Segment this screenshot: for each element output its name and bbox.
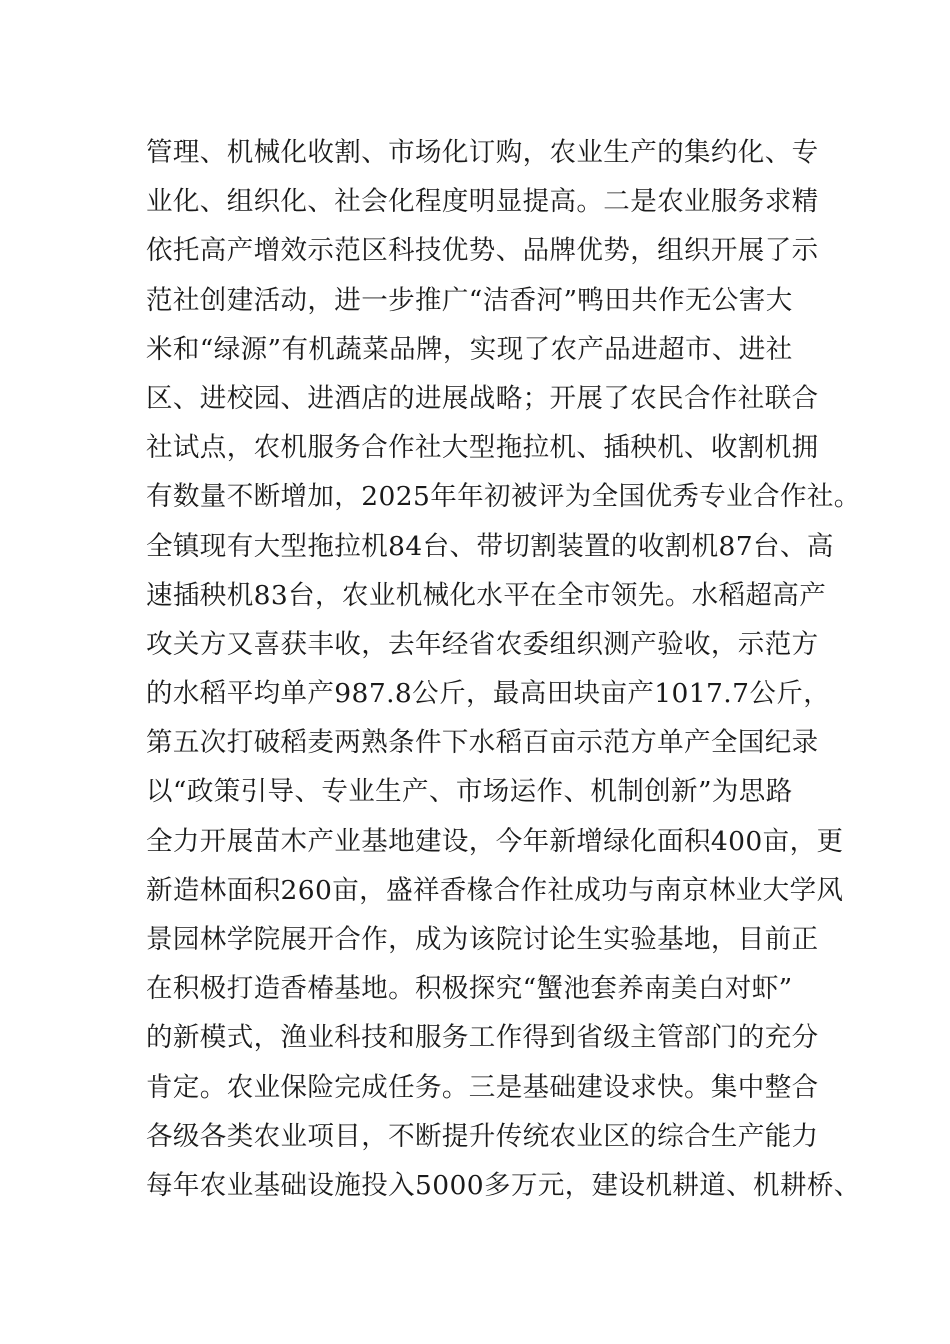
text-line: 依托高产增效示范区科技优势、品牌优势，组织开展了示 xyxy=(146,235,819,267)
text-line: 全镇现有大型拖拉机84台、带切割装置的收割机87台、高 xyxy=(146,530,834,562)
text-line: 管理、机械化收割、市场化订购，农业生产的集约化、专 xyxy=(146,137,819,168)
text-line: 各级各类农业项目，不断提升传统农业区的综合生产能力 xyxy=(146,1120,819,1152)
text-line: 全力开展苗木产业基地建设，今年新增绿化面积400亩，更 xyxy=(146,825,844,857)
text-line: 区、进校园、进酒店的进展战略；开展了农民合作社联合 xyxy=(146,382,819,414)
text-line: 业化、组织化、社会化程度明显提高。二是农业服务求精 xyxy=(146,186,819,218)
text-line: 在积极打造香椿基地。积极探究“蟹池套养南美白对虾” xyxy=(146,973,793,1005)
text-line: 米和“绿源”有机蔬菜品牌，实现了农产品进超市、进社 xyxy=(146,333,793,365)
text-line: 范社创建活动，进一步推广“洁香河”鸭田共作无公害大 xyxy=(146,284,793,316)
text-line: 每年农业基础设施投入5000多万元，建设机耕道、机耕桥、 xyxy=(146,1169,861,1201)
text-line: 景园林学院展开合作，成为该院讨论生实验基地，目前正 xyxy=(146,924,819,955)
text-line: 肯定。农业保险完成任务。三是基础建设求快。集中整合 xyxy=(146,1071,819,1103)
text-line: 以“政策引导、专业生产、市场运作、机制创新”为思路 xyxy=(146,776,793,808)
text-line: 的水稻平均单产987.8公斤，最高田块亩产1017.7公斤， xyxy=(146,678,831,710)
text-line: 攻关方又喜获丰收，去年经省农委组织测产验收，示范方 xyxy=(146,628,819,660)
text-line: 速插秧机83台，农业机械化水平在全市领先。水稻超高产 xyxy=(146,579,827,611)
text-line: 有数量不断增加，2025年年初被评为全国优秀专业合作社。 xyxy=(146,481,861,513)
text-line: 新造林面积260亩，盛祥香椽合作社成功与南京林业大学风 xyxy=(146,874,844,906)
body-text xyxy=(146,128,861,1210)
text-line: 第五次打破稻麦两熟条件下水稻百亩示范方单产全国纪录 xyxy=(146,727,819,759)
text-line: 的新模式，渔业科技和服务工作得到省级主管部门的充分 xyxy=(146,1022,819,1054)
text-line: 社试点，农机服务合作社大型拖拉机、插秧机、收割机拥 xyxy=(146,432,819,464)
